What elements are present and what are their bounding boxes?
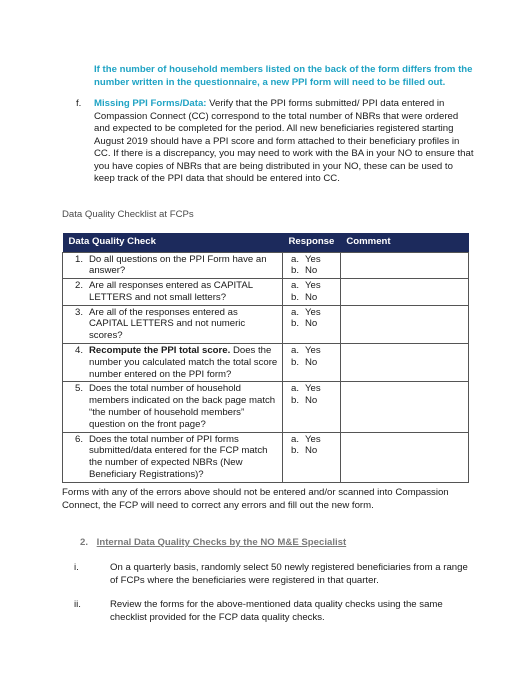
comment-cell[interactable] bbox=[340, 382, 468, 432]
response-yes: Yes bbox=[305, 253, 321, 265]
question-text bbox=[89, 254, 278, 278]
roman-text: Review the forms for the above-mentioned data quality checks using the same checklist provided for the FCP data quality checks. bbox=[110, 599, 443, 623]
response-cell bbox=[283, 382, 341, 432]
table-row bbox=[63, 252, 469, 279]
response-yes: Yes bbox=[305, 345, 321, 357]
question-text bbox=[89, 434, 278, 481]
roman-marker: i. bbox=[74, 562, 79, 573]
table-row bbox=[63, 432, 469, 482]
missing-ppi-item bbox=[76, 98, 476, 186]
response-key: b. bbox=[290, 291, 299, 303]
response-no: No bbox=[305, 395, 318, 407]
question-body: Are all of the responses entered as CAPITAL LETTERS and not numeric scores? bbox=[89, 306, 246, 342]
response-key: a. bbox=[290, 306, 299, 318]
check-question-cell bbox=[63, 344, 283, 382]
response-cell bbox=[283, 305, 341, 343]
response-key: a. bbox=[290, 253, 299, 265]
response-yes: Yes bbox=[305, 280, 321, 292]
question-body: Are all responses entered as CAPITAL LETTERS and not small letters? bbox=[89, 280, 253, 303]
table-row bbox=[63, 344, 469, 382]
check-question-cell bbox=[63, 279, 283, 306]
response-key: a. bbox=[290, 433, 299, 445]
comment-cell[interactable] bbox=[340, 279, 468, 306]
roman-item-2 bbox=[62, 599, 472, 625]
response-yes: Yes bbox=[305, 433, 321, 445]
question-body: Does the number you calculated match the total score number entered on the PPI form? bbox=[89, 345, 278, 380]
question-number: 1. bbox=[74, 253, 83, 265]
response-key: b. bbox=[290, 318, 299, 330]
question-body: Does the total number of household members indicated on the back page match “the number of household members” question on the front page? bbox=[89, 383, 276, 430]
data-quality-checklist-table bbox=[62, 233, 469, 483]
response-cell bbox=[283, 344, 341, 382]
response-cell bbox=[283, 432, 341, 482]
check-question-cell bbox=[63, 432, 283, 482]
question-text bbox=[89, 383, 278, 430]
question-number: 4. bbox=[74, 345, 83, 357]
question-number: 3. bbox=[74, 306, 83, 318]
question-text bbox=[89, 345, 278, 380]
table-body bbox=[63, 252, 469, 482]
post-table-paragraph: Forms with any of the errors above should not be entered and/or scanned into Compassion Connect, the FCP will need to correct any errors and fill out the new form. bbox=[62, 487, 449, 511]
response-key: b. bbox=[290, 265, 299, 277]
response-key: a. bbox=[290, 345, 299, 357]
missing-ppi-text: Verify that the PPI forms submitted/ PPI data entered in Compassion Connect (CC) correspond to the total number of NBRs that were ordered and expected to be completed for the period. All new beneficiaries registered starting August 2019 should have a PPI score and form attached to their beneficiary profiles in CC. If there is a discrepancy, you may need to work with the BA in your NO to ensure that you have copies of NBRs that are being distributed in your NO, these can be used to keep track of the PPI data that should be entered into CC. bbox=[94, 98, 474, 184]
missing-ppi-lead: Missing PPI Forms/Data: bbox=[94, 98, 207, 109]
check-question-cell bbox=[63, 252, 283, 279]
roman-marker: ii. bbox=[74, 599, 81, 610]
missing-ppi-body bbox=[94, 98, 476, 186]
question-bold: Recompute the PPI total score. bbox=[89, 345, 231, 357]
question-body: Does the total number of PPI forms submitted/data entered for the FCP match the number of expected NBRs (New Beneficiary Registrations)? bbox=[89, 433, 268, 481]
check-question-cell bbox=[63, 305, 283, 343]
subsection-heading bbox=[80, 537, 346, 548]
roman-item-1 bbox=[62, 562, 472, 588]
comment-cell[interactable] bbox=[340, 344, 468, 382]
list-marker: f. bbox=[76, 98, 82, 109]
response-key: b. bbox=[290, 395, 299, 407]
header-response: Response bbox=[283, 233, 341, 252]
check-question-cell bbox=[63, 382, 283, 432]
response-key: b. bbox=[290, 445, 299, 457]
roman-text: On a quarterly basis, randomly select 50 newly registered beneficiaries from a range of FCPs where the beneficiaries were registered in that quarter. bbox=[110, 562, 468, 586]
response-cell bbox=[283, 252, 341, 279]
comment-cell[interactable] bbox=[340, 252, 468, 279]
question-text bbox=[89, 280, 278, 304]
response-no: No bbox=[305, 291, 318, 303]
response-cell bbox=[283, 279, 341, 306]
question-number: 5. bbox=[74, 383, 83, 395]
comment-cell[interactable] bbox=[340, 305, 468, 343]
question-body: Do all questions on the PPI Form have an answer? bbox=[89, 253, 267, 277]
response-no: No bbox=[305, 265, 318, 277]
table-row bbox=[63, 382, 469, 432]
section-title: Data Quality Checklist at FCPs bbox=[62, 209, 194, 220]
header-comment: Comment bbox=[340, 233, 468, 252]
header-data-quality-check: Data Quality Check bbox=[63, 233, 283, 252]
form-mismatch-note: If the number of household members listed on the back of the form differs from the number written in the questionnaire, a new PPI form will need to be filled out. bbox=[94, 64, 473, 88]
response-key: b. bbox=[290, 356, 299, 368]
question-text bbox=[89, 307, 278, 342]
response-yes: Yes bbox=[305, 306, 321, 318]
subsection-number: 2. bbox=[80, 537, 89, 548]
question-number: 6. bbox=[74, 433, 83, 445]
subsection-title: Internal Data Quality Checks by the NO M&E Specialist bbox=[96, 537, 347, 548]
response-no: No bbox=[305, 318, 318, 330]
response-no: No bbox=[305, 445, 318, 457]
response-key: a. bbox=[290, 280, 299, 292]
comment-cell[interactable] bbox=[340, 432, 468, 482]
response-yes: Yes bbox=[305, 383, 321, 395]
table-row bbox=[63, 305, 469, 343]
table-row bbox=[63, 279, 469, 306]
response-key: a. bbox=[290, 383, 299, 395]
table-header-row bbox=[63, 233, 469, 252]
response-no: No bbox=[305, 356, 318, 368]
question-number: 2. bbox=[74, 280, 83, 292]
